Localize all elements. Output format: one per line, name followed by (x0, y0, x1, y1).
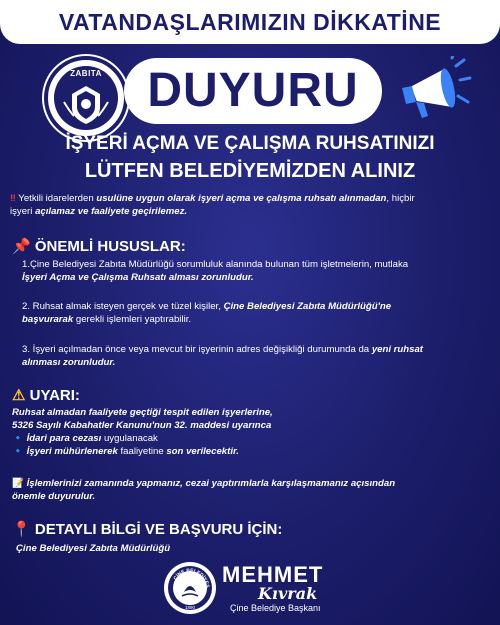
warning-heading: ⚠ UYARI: (12, 387, 80, 404)
signature-surname: Kıvrak (258, 584, 318, 603)
svg-text:1890: 1890 (184, 605, 196, 610)
svg-text:ÇİNE BELEDİYESİ: ÇİNE BELEDİYES (172, 567, 211, 589)
intro-text: ‼ Yetkili idarelerden usulüne uygun olarak işyeri açma ve çalışma ruhsatı alınmadan, hiçbir işyeri açılamaz ve faaliyete geçirilemez. (10, 193, 415, 217)
warning-body: Ruhsat almadan faaliyete geçtiği tespit edilen işyerlerine, 5326 Sayılı Kabahatler Kanunu'nun 32. maddesi uyarınca 🔹 İdari para cezası uygulanacak 🔹 İşyeri mühürlenerek faaliyetine son verilecektir. (12, 407, 273, 457)
memo-icon: 📝 (12, 478, 24, 489)
important-item-1: 1.Çine Belediyesi Zabıta Müdürlüğü sorumluluk alanında bulunan tüm işletmelerin, mutlaka İşyeri Açma ve Çalışma Ruhsatı alması zorunludur. (22, 259, 409, 283)
header-banner (0, 0, 500, 44)
double-exclamation-icon: ‼ (10, 193, 16, 204)
important-item-3: 3. İşyeri açılmadan önce veya mevcut bir işyerinin adres değişikliği durumunda da yeni ruhsat alınması zorunludur. (22, 344, 423, 368)
duyuru-label: DUYURU (147, 64, 359, 117)
signature-role: Çine Belediye Başkanı (230, 603, 321, 613)
cine-belediyesi-logo (164, 562, 216, 614)
header-title: VATANDAŞLARIMIZIN DİKKATİNE (58, 9, 442, 35)
important-heading: 📌 ÖNEMLİ HUSUSLAR: (12, 238, 186, 255)
warning-icon: ⚠ (12, 387, 26, 404)
zabita-logo (44, 56, 128, 140)
contact-line: Çine Belediyesi Zabıta Müdürlüğü (16, 543, 171, 554)
municipality-emblem-icon (164, 562, 216, 614)
headline-line-2: LÜTFEN BELEDİYEMİZDEN ALINIZ (84, 160, 416, 182)
duyuru-badge (124, 58, 382, 124)
blue-diamond-icon: 🔹 (12, 433, 24, 444)
location-pin-icon: 📍 (12, 521, 31, 538)
important-item-2: 2. Ruhsat almak isteyen gerçek ve tüzel kişiler, Çine Belediyesi Zabıta Müdürlüğü'ne başvurarak gerekli işlemleri yaptırabilir. (22, 301, 392, 325)
headline-line-1: İŞYERİ AÇMA VE ÇALIŞMA RUHSATINIZI (65, 133, 435, 154)
contact-heading: 📍 DETAYLI BİLGİ VE BAŞVURU İÇİN: (12, 521, 283, 538)
megaphone-icon (392, 56, 472, 128)
blue-diamond-icon: 🔹 (12, 446, 24, 457)
zabita-logo-label: ZABITA (70, 69, 102, 78)
note-text: 📝 İşlemlerinizi zamanında yapmanız, cezai yaptırımlarla karşılaşmamanız açısından önemle duyurulur. (12, 478, 396, 502)
pushpin-icon: 📌 (12, 238, 31, 255)
crest-icon (60, 82, 112, 126)
signature-name: MEHMET (222, 562, 324, 587)
